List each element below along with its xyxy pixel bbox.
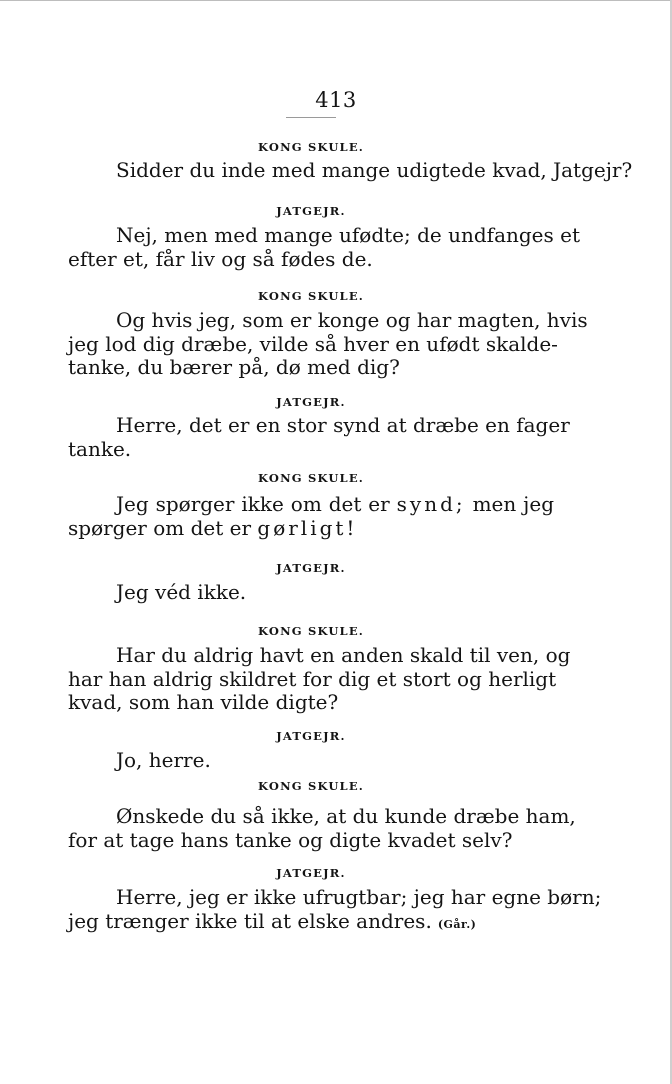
emphasized-word: synd; (396, 492, 466, 516)
speech-block (68, 749, 554, 773)
speaker-label: JATGEJR. (276, 395, 346, 409)
speech-block (68, 493, 554, 540)
speech-line: Herre, jeg er ikke ufrugtbar; jeg har egne børn; (116, 885, 602, 909)
speech-line: Sidder du inde med mange udigtede kvad, Jatgejr? (116, 158, 633, 182)
speaker-label: JATGEJR. (276, 729, 346, 743)
speech-line: Nej, men med mange ufødte; de undfanges et (116, 223, 581, 247)
speech-text: Jeg spørger ikke om det er (116, 492, 390, 516)
speech-line: jeg lod dig dræbe, vilde så hver en ufødt skalde- (68, 331, 558, 356)
speech-line: tanke, du bærer på, dø med dig? (68, 355, 400, 379)
speech-line: efter et, får liv og så fødes de. (68, 246, 373, 271)
speaker-label: KONG SKULE. (257, 624, 364, 638)
speech-line: tanke. (68, 436, 132, 461)
speech-line (68, 910, 554, 937)
speech-line (68, 493, 554, 517)
speech-line: har han aldrig skildret for dig et stort og herligt (68, 666, 557, 691)
speech-line: for at tage hans tanke og digte kvadet selv? (68, 827, 513, 852)
page-number: 413 (315, 88, 357, 112)
page-top-edge (0, 0, 672, 1)
speech-text: spørger om det er (68, 515, 252, 540)
speaker-label: JATGEJR. (276, 204, 346, 218)
page-number-underline (286, 117, 336, 119)
speech-block (68, 158, 633, 183)
speech-line: Ønskede du så ikke, at du kunde dræbe ham, (116, 804, 576, 828)
speech-line: Jeg véd ikke. (116, 580, 247, 604)
speaker-label: JATGEJR. (276, 866, 346, 880)
speech-line: Jo, herre. (116, 748, 211, 772)
speech-block (68, 804, 576, 852)
speech-block (68, 885, 602, 936)
speech-line: Herre, det er en stor synd at dræbe en fager (116, 413, 570, 437)
speech-line: kvad, som han vilde digte? (68, 690, 339, 714)
speech-block (68, 413, 570, 461)
stage-direction: (Går.) (437, 917, 477, 931)
speaker-label: JATGEJR. (276, 561, 346, 575)
speech-line: Og hvis jeg, som er konge og har magten, hvis (116, 308, 588, 332)
emphasized-word: gørligt! (257, 515, 358, 540)
speech-block (68, 223, 581, 271)
speech-text: jeg trænger ikke til at elske andres. (68, 908, 432, 933)
speaker-label: KONG SKULE. (257, 289, 364, 303)
speech-block (68, 581, 554, 605)
speech-line (68, 517, 554, 541)
speaker-label: KONG SKULE. (257, 140, 364, 154)
speaker-label: KONG SKULE. (257, 471, 364, 485)
speech-text: men jeg (472, 492, 555, 516)
speaker-label: KONG SKULE. (257, 779, 364, 793)
speech-block (68, 643, 571, 715)
speech-block (68, 308, 588, 380)
speech-line: Har du aldrig havt en anden skald til ven, og (116, 643, 571, 667)
